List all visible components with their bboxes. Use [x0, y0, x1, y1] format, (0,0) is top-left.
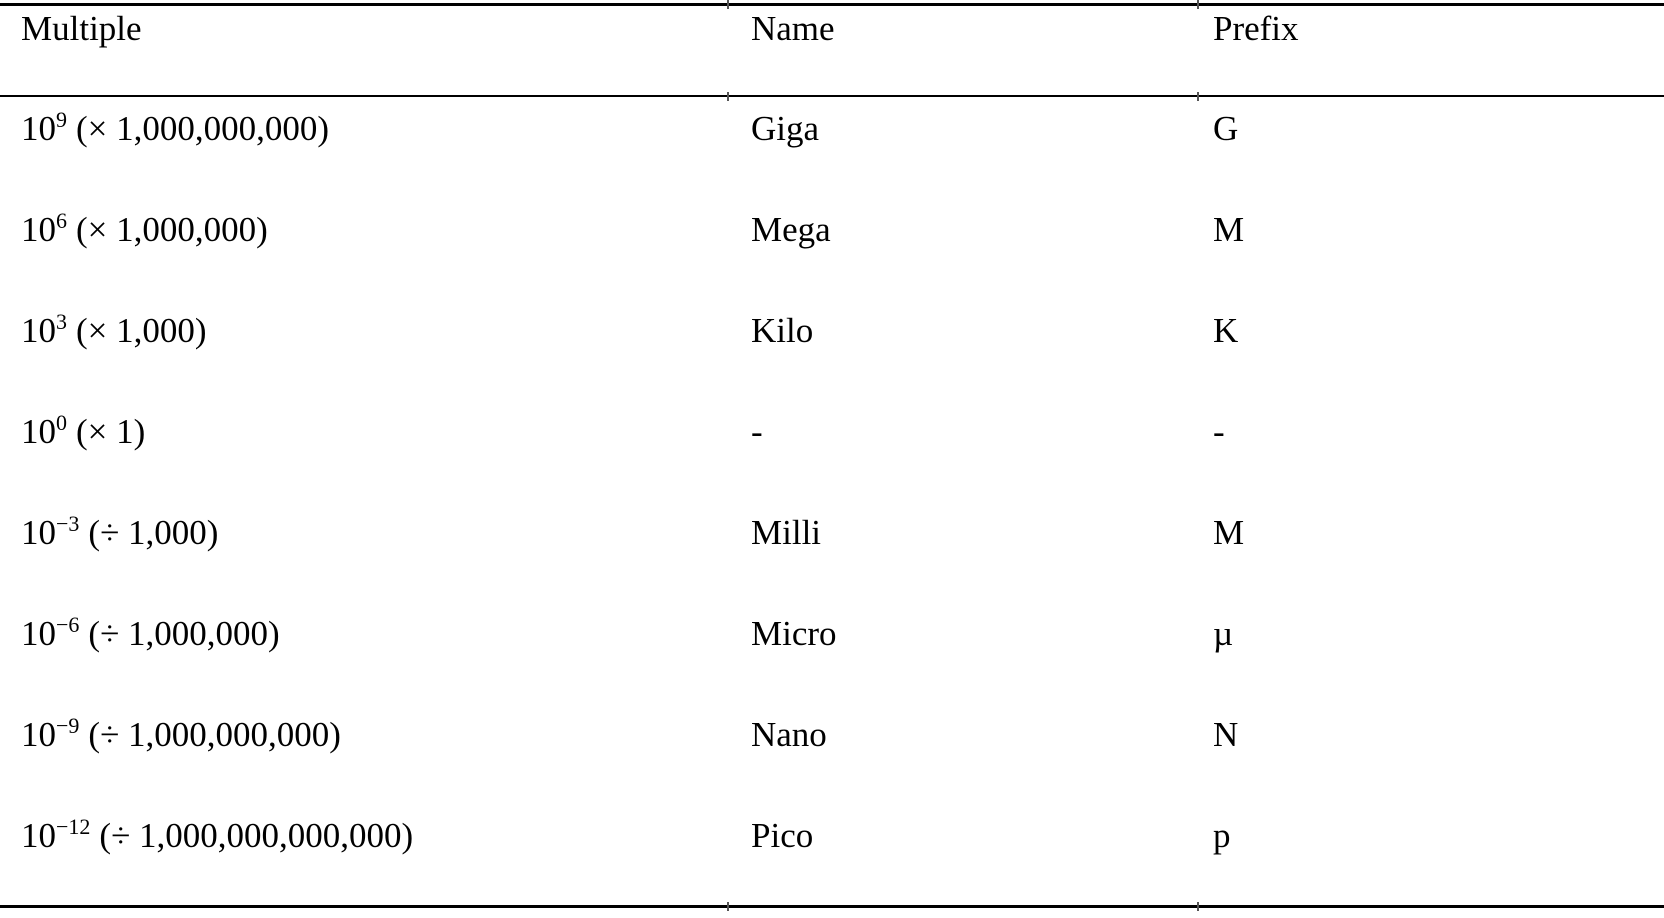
column-boundary-tick — [727, 902, 729, 911]
prefix-cell: N — [1213, 715, 1239, 754]
multiple-cell — [0, 97, 727, 150]
multiple-factor: (× 1,000) — [76, 311, 207, 350]
column-boundary-tick — [1197, 902, 1199, 911]
prefix-cell: µ — [1213, 614, 1234, 653]
column-header-multiple: Multiple — [21, 9, 142, 48]
multiple-factor: (÷ 1,000,000,000,000) — [99, 816, 414, 855]
multiple-base: 10 — [21, 614, 56, 653]
multiple-cell — [0, 804, 727, 857]
multiple-cell — [0, 703, 727, 756]
multiple-base: 10 — [21, 715, 56, 754]
name-cell: Pico — [751, 816, 814, 855]
prefix-cell: p — [1213, 816, 1231, 855]
multiple-cell — [0, 501, 727, 554]
multiple-cell — [0, 299, 727, 352]
name-cell: Giga — [751, 109, 820, 148]
prefix-cell: G — [1213, 109, 1239, 148]
multiple-factor: (÷ 1,000,000) — [88, 614, 280, 653]
name-cell: Milli — [751, 513, 822, 552]
multiple-exponent: −9 — [56, 713, 80, 738]
column-header-name: Name — [751, 9, 835, 48]
column-header-prefix: Prefix — [1213, 9, 1299, 48]
multiple-exponent: 0 — [56, 410, 67, 435]
name-cell: Nano — [751, 715, 827, 754]
multiple-cell — [0, 400, 727, 453]
multiple-exponent: 9 — [56, 107, 67, 132]
multiple-exponent: −3 — [56, 511, 80, 536]
table-row — [0, 602, 1664, 703]
table-row — [0, 703, 1664, 804]
multiple-factor: (× 1) — [76, 412, 146, 451]
multiple-factor: (÷ 1,000,000,000) — [88, 715, 341, 754]
table-top-border — [0, 3, 1664, 6]
table-row — [0, 198, 1664, 299]
multiple-exponent: −6 — [56, 612, 80, 637]
multiple-exponent: 3 — [56, 309, 67, 334]
multiple-exponent: 6 — [56, 208, 67, 233]
table-header-row — [0, 6, 1664, 95]
name-cell: Kilo — [751, 311, 814, 350]
multiple-base: 10 — [21, 513, 56, 552]
name-cell: - — [751, 412, 763, 451]
name-cell: Micro — [751, 614, 837, 653]
multiple-base: 10 — [21, 311, 56, 350]
prefix-cell: K — [1213, 311, 1239, 350]
prefix-cell: - — [1213, 412, 1225, 451]
multiple-base: 10 — [21, 210, 56, 249]
table-row — [0, 400, 1664, 501]
multiple-base: 10 — [21, 412, 56, 451]
multiple-base: 10 — [21, 816, 56, 855]
prefix-cell: M — [1213, 513, 1245, 552]
multiple-cell — [0, 198, 727, 251]
table-header-separator — [0, 95, 1664, 97]
multiple-factor: (× 1,000,000,000) — [76, 109, 330, 148]
table-row — [0, 97, 1664, 198]
table-row — [0, 501, 1664, 602]
table-row — [0, 804, 1664, 905]
multiple-factor: (× 1,000,000) — [76, 210, 268, 249]
column-boundary-tick — [1197, 0, 1199, 9]
multiple-base: 10 — [21, 109, 56, 148]
column-boundary-tick — [727, 0, 729, 9]
table-bottom-border — [0, 905, 1664, 908]
prefix-cell: M — [1213, 210, 1245, 249]
column-boundary-tick — [727, 92, 729, 101]
multiple-factor: (÷ 1,000) — [88, 513, 219, 552]
column-boundary-tick — [1197, 92, 1199, 101]
multiple-cell — [0, 602, 727, 655]
multiple-exponent: −12 — [56, 814, 91, 839]
table-row — [0, 299, 1664, 400]
name-cell: Mega — [751, 210, 831, 249]
